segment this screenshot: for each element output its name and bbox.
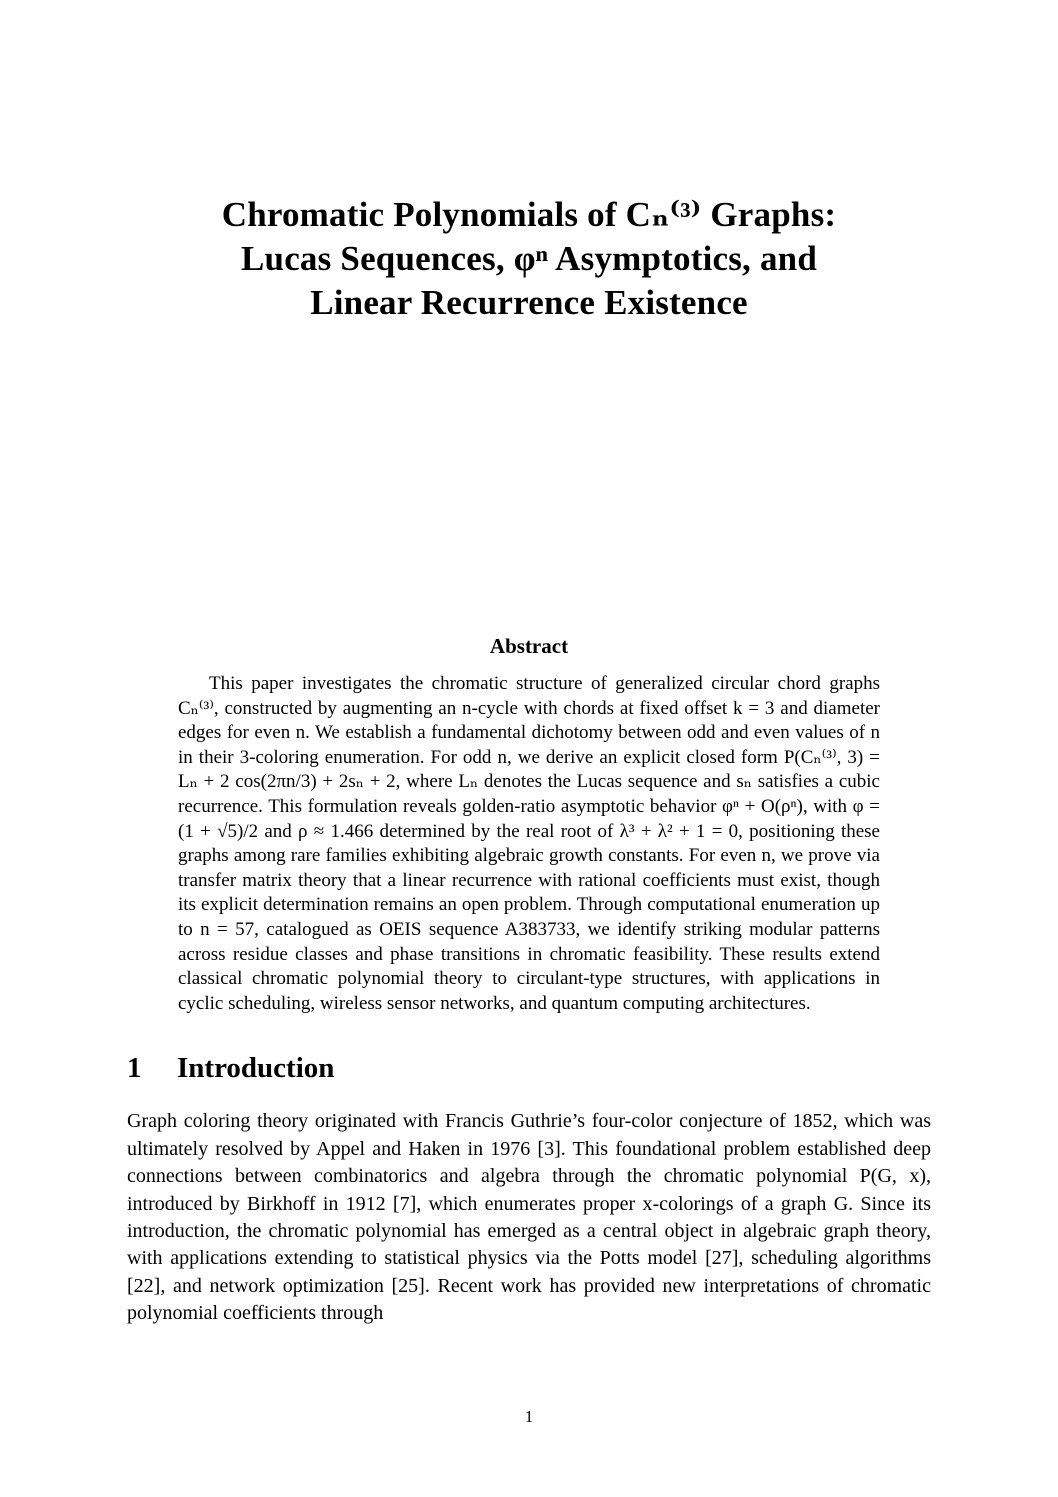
paper-title (0, 0, 1058, 325)
title-line-2: Lucas Sequences, φⁿ Asymptotics, and (240, 239, 817, 278)
title-line-1: Chromatic Polynomials of Cₙ⁽³⁾ Graphs: (221, 195, 837, 234)
page-number: 1 (524, 1407, 534, 1426)
intro-paragraph: Graph coloring theory originated with Francis Guthrie’s four-color conjecture of 1852, which was ultimately resolved by Appel and Haken in 1976 [3]. This foundational problem established deep connections between combinatorics and algebra through the chromatic polynomial P(G, x), introduced by Birkhoff in 1912 [7], which enumerates proper x-colorings of a graph G. Since its introduction, the chromatic polynomial has emerged as a central object in algebraic graph theory, with applications extending to statistical physics via the Potts model [27], scheduling algorithms [22], and network optimization [25]. Recent work has provided new interpretations of chromatic polynomial coefficients through (127, 1110, 931, 1325)
section-number: 1 (127, 1052, 142, 1085)
abstract-section (0, 634, 1058, 1016)
title-line-3: Linear Recurrence Existence (310, 283, 748, 322)
abstract-text: This paper investigates the chromatic structure of generalized circular chord graphs Cₙ⁽³⁾, constructed by augmenting an n-cycle with chords at fixed offset k = 3 and diameter edges for even n. We establish a fundamental dichotomy between odd and even values of n in their 3-coloring enumeration. For odd n, we derive an explicit closed form P(Cₙ⁽³⁾, 3) = Lₙ + 2 cos(2πn/3) + 2sₙ + 2, where Lₙ denotes the Lucas sequence and sₙ satisfies a cubic recurrence. This formulation reveals golden-ratio asymptotic behavior φⁿ + O(ρⁿ), with φ = (1 + √5)/2 and ρ ≈ 1.466 determined by the real root of λ³ + λ² + 1 = 0, positioning these graphs among rare families exhibiting algebraic growth constants. For even n, we prove via transfer matrix theory that a linear recurrence with rational coefficients must exist, though its explicit determination remains an open problem. Through computational enumeration up to n = 57, catalogued as OEIS sequence A383733, we identify striking modular patterns across residue classes and phase transitions in chromatic feasibility. These results extend classical chromatic polynomial theory to circulant-type structures, with applications in cyclic scheduling, wireless sensor networks, and quantum computing architectures. (178, 673, 880, 1014)
section-title: Introduction (177, 1052, 335, 1085)
section-heading-introduction (127, 1052, 1058, 1084)
abstract-heading: Abstract (489, 634, 569, 658)
